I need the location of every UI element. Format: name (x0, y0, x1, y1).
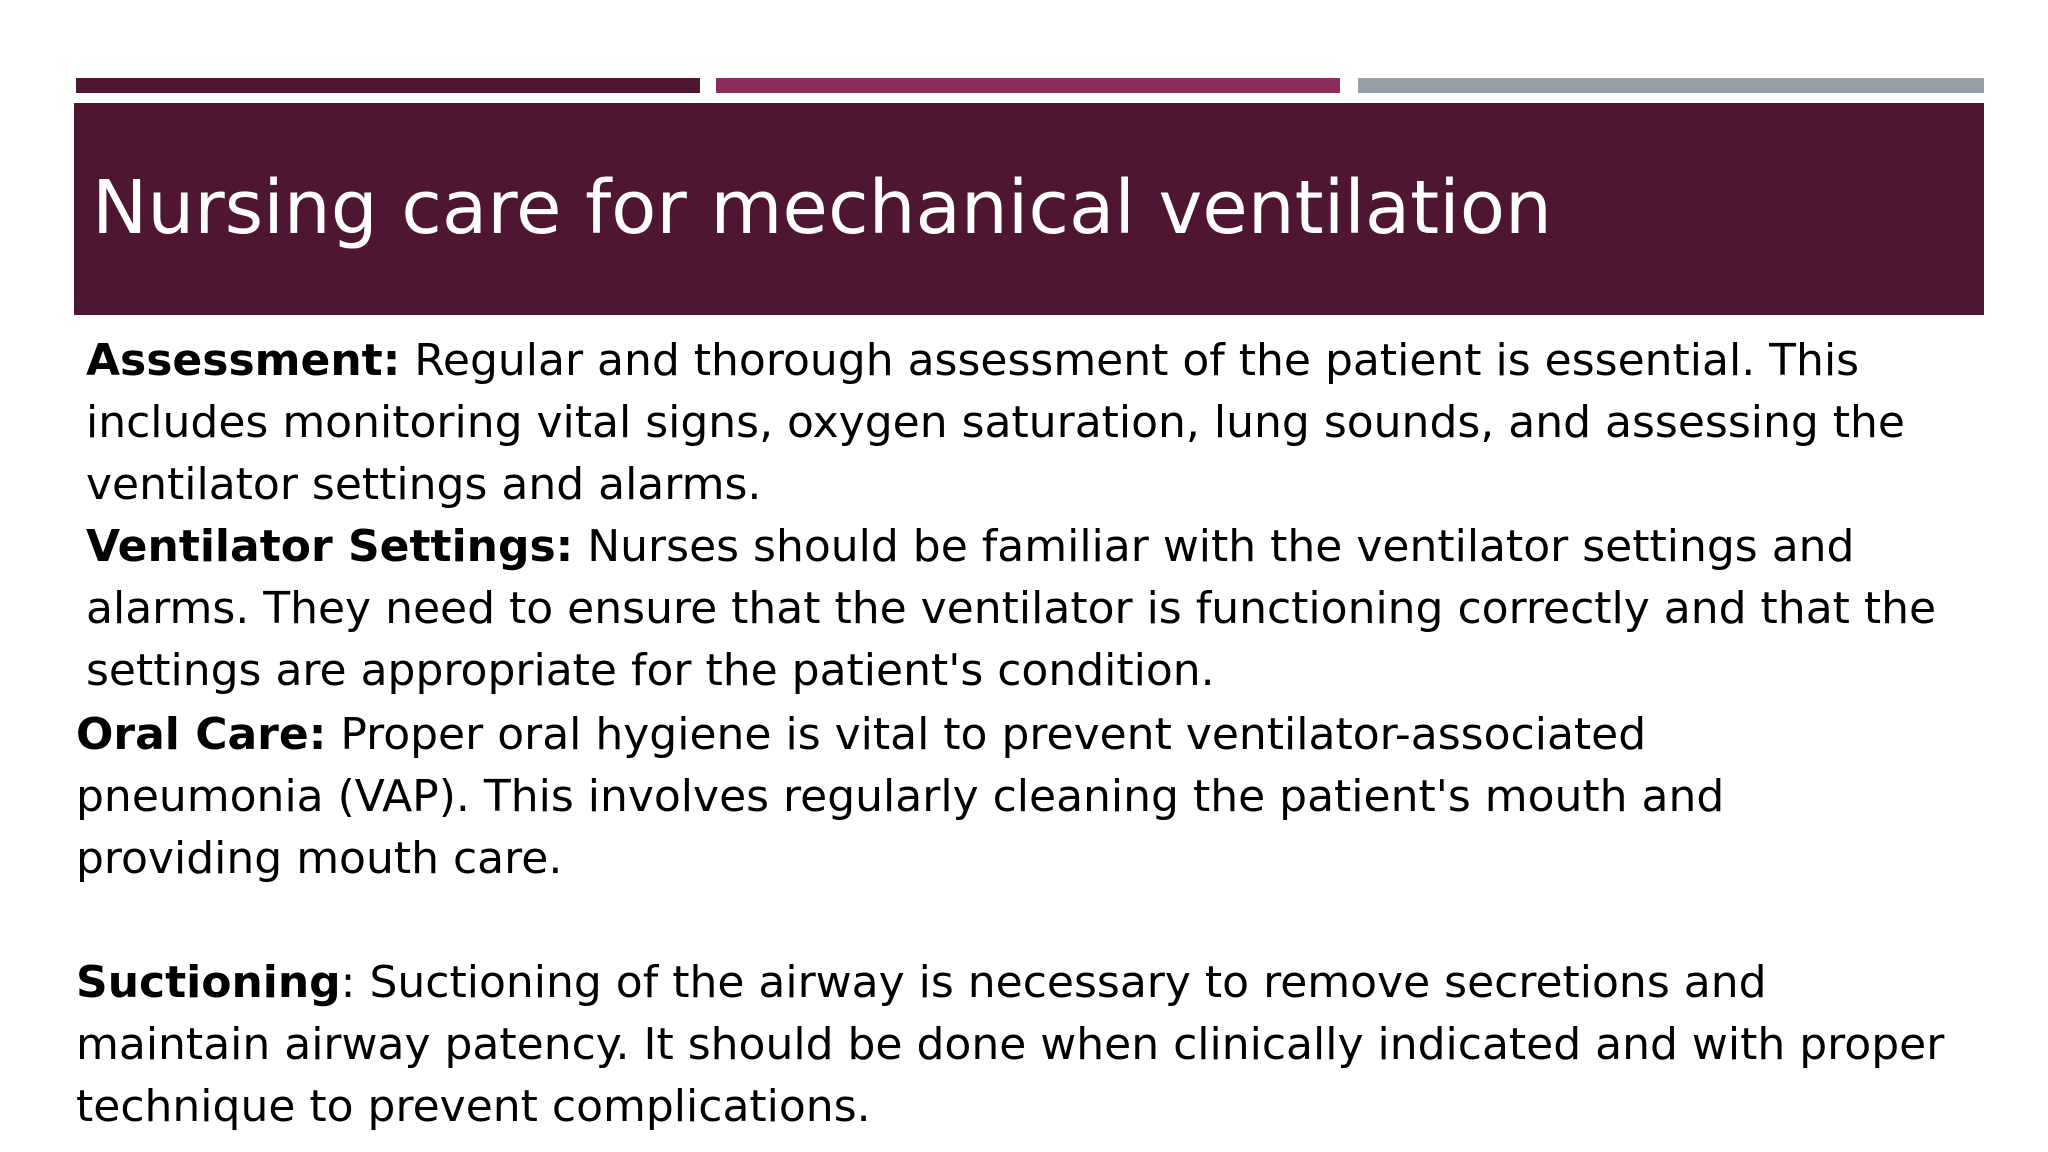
paragraph-body: : Suctioning of the airway is necessary to remove secretions and maintain airway patency. It should be done when clinically indicated and with proper technique to prevent complications. (76, 957, 1945, 1132)
paragraph-body: Regular and thorough assessment of the patient is essential. This includes monitoring vital signs, oxygen saturation, lung sounds, and assessing the ventilator settings and alarms. (86, 335, 1905, 510)
paragraph-heading: Suctioning (76, 957, 341, 1008)
paragraph-body: Nurses should be familiar with the ventilator settings and alarms. They need to ensure that the ventilator is functioning correctly and that the settings are appropriate for the patient's condition. (86, 521, 1937, 696)
paragraph-assessment (86, 330, 1986, 516)
paragraph-heading: Oral Care: (76, 709, 327, 760)
paragraph-suctioning (76, 952, 1956, 1138)
slide-title: Nursing care for mechanical ventilation (92, 165, 1552, 251)
paragraph-ventilator-settings (86, 516, 1986, 702)
paragraph-heading: Assessment: (86, 335, 401, 386)
paragraph-heading: Ventilator Settings: (86, 521, 574, 572)
accent-bar-magenta (716, 78, 1340, 93)
paragraph-body: Proper oral hygiene is vital to prevent ventilator-associated pneumonia (VAP). This involves regularly cleaning the patient's mouth and providing mouth care. (76, 709, 1725, 884)
accent-bar-dark (76, 78, 700, 93)
accent-bar-gray (1358, 78, 1984, 93)
paragraph-oral-care (76, 704, 1896, 890)
